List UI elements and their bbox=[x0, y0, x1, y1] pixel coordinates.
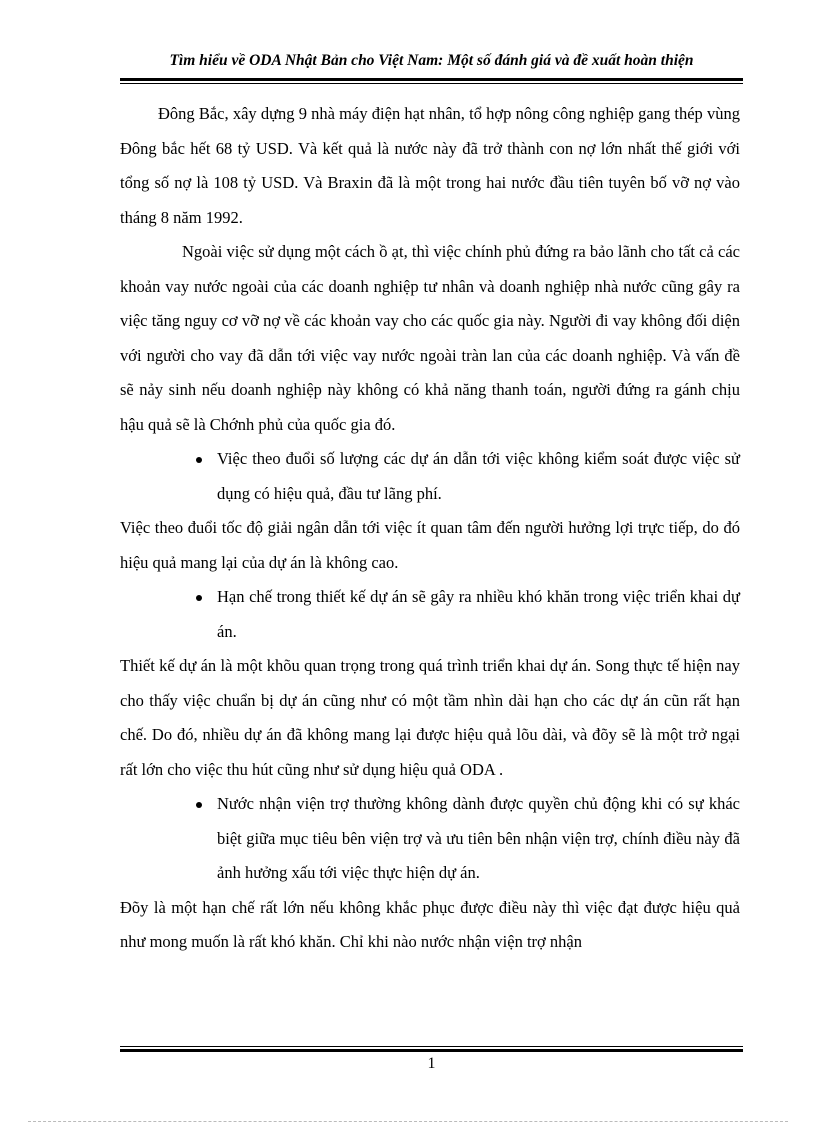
paragraph: Thiết kế dự án là một khõu quan trọng trong quá trình triển khai dự án. Song thực tế hiện nay cho thấy việc chuẩn bị dự án cũng như có một tầm nhìn dài hạn cho các dự án cũn rất hạn chế. Do đó, nhiều dự án đã không mang lại được hiệu quả lõu dài, và đõy sẽ là một trở ngại rất lớn cho việc thu hút cũng như sử dụng hiệu quả ODA . bbox=[120, 656, 740, 779]
paragraph: Việc theo đuổi tốc độ giải ngân dẫn tới việc ít quan tâm đến người hưởng lợi trực tiếp, do đó hiệu quả mang lại của dự án là không cao. bbox=[120, 518, 740, 572]
paragraph: Ngoài việc sử dụng một cách ồ ạt, thì việc chính phủ đứng ra bảo lãnh cho tất cả các khoản vay nước ngoài của các doanh nghiệp tư nhân và doanh nghiệp nhà nước cũng gây ra việc tăng nguy cơ vỡ nợ về các khoản vay cho các quốc gia này. Người đi vay không đối diện với người cho vay đã dẫn tới việc vay nước ngoài tràn lan của các doanh nghiệp. Và vấn đề sẽ nảy sinh nếu doanh nghiệp này không có khả năng thanh toán, người đứng ra gánh chịu hậu quả sẽ là Chớnh phủ của quốc gia đó. bbox=[120, 242, 740, 434]
bullet-text: Hạn chế trong thiết kế dự án sẽ gây ra nhiều khó khăn trong việc triển khai dự án. bbox=[217, 587, 740, 641]
header-rule-thin bbox=[120, 83, 743, 84]
bullet-icon bbox=[196, 595, 202, 601]
bullet-icon bbox=[196, 802, 202, 808]
bullet-item bbox=[120, 442, 740, 511]
bullet-text: Việc theo đuổi số lượng các dự án dẫn tới việc không kiểm soát được việc sử dụng có hiệu quả, đầu tư lãng phí. bbox=[217, 449, 740, 503]
bullet-text: Nước nhận viện trợ thường không dành được quyền chủ động khi có sự khác biệt giữa mục tiêu bên viện trợ và ưu tiên bên nhận viện trợ, chính điều này đã ảnh hưởng xấu tới việc thực hiện dự án. bbox=[217, 794, 740, 882]
bullet-icon bbox=[196, 457, 202, 463]
bullet-item bbox=[120, 787, 740, 891]
page-bottom-divider bbox=[28, 1121, 788, 1122]
bullet-item bbox=[120, 580, 740, 649]
page-number: 1 bbox=[427, 1055, 436, 1072]
document-body bbox=[120, 97, 740, 960]
paragraph: Đông Bắc, xây dựng 9 nhà máy điện hạt nhân, tổ hợp nông công nghiệp gang thép vùng Đông bắc hết 68 tỷ USD. Và kết quả là nước này đã trở thành con nợ lớn nhất thế giới với tổng số nợ là 108 tỷ USD. Và Braxin đã là một trong hai nước đầu tiên tuyên bố vỡ nợ vào tháng 8 năm 1992. bbox=[120, 104, 740, 227]
footer-rule-thick bbox=[120, 1049, 743, 1052]
footer-rule-thin bbox=[120, 1046, 743, 1047]
header-rule-thick bbox=[120, 78, 743, 81]
paragraph: Đõy là một hạn chế rất lớn nếu không khắc phục được điều này thì việc đạt được hiệu quả như mong muốn là rất khó khăn. Chỉ khi nào nước nhận viện trợ nhận bbox=[120, 897, 740, 951]
page-header-title: Tìm hiểu về ODA Nhật Bản cho Việt Nam: Một số đánh giá và đề xuất hoàn thiện bbox=[169, 52, 694, 69]
